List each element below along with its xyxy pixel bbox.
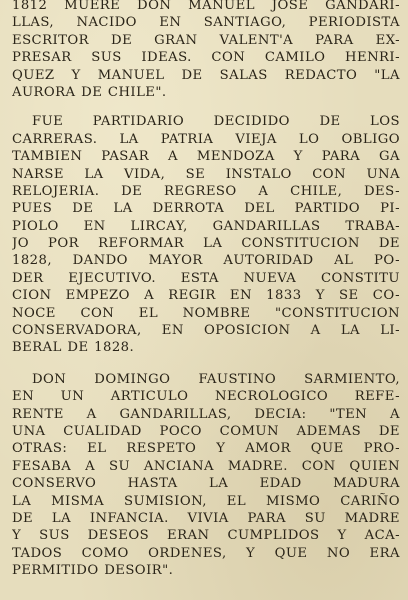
text-line: UNA CUALIDAD POCO COMUN ADEMAS DE	[12, 423, 400, 439]
text-line: DER EJECUTIVO. ESTA NUEVA CONSTITU	[12, 270, 400, 286]
text-line: CONSERVADORA, EN OPOSICION A LA LI-	[12, 323, 400, 339]
paragraph-gap	[12, 101, 400, 113]
text-line: TAMBIEN PASAR A MENDOZA Y PARA GA	[12, 149, 400, 165]
text-line: QUEZ Y MANUEL DE SALAS REDACTO "LA	[12, 67, 400, 83]
text-line: FESABA A SU ANCIANA MADRE. CON QUIEN	[12, 458, 400, 474]
text-line: CARRERAS. LA PATRIA VIEJA LO OBLIGO	[12, 131, 400, 147]
article-text	[12, 0, 400, 580]
text-line: EN UN ARTICULO NECROLOGICO REFE-	[12, 389, 400, 405]
paragraph-gap	[12, 357, 400, 371]
text-line: LLAS, NACIDO EN SANTIAGO, PERIODISTA	[12, 15, 400, 31]
text-line: CONSERVO HASTA LA EDAD MADURA	[12, 476, 400, 492]
text-line: CION EMPEZO A REGIR EN 1833 Y SE CO-	[12, 288, 400, 304]
text-line: PERMITIDO DESOIR".	[12, 563, 174, 579]
text-line: LA MISMA SUMISION, EL MISMO CARIÑO	[12, 493, 400, 509]
text-line: Y SUS DESEOS ERAN CUMPLIDOS Y ACA-	[12, 528, 400, 544]
text-line: 1812 MUERE DON MANUEL JOSE GANDARI-	[12, 0, 400, 13]
text-line: ESCRITOR DE GRAN VALENT'A PARA EX-	[12, 32, 400, 48]
text-line: JO POR REFORMAR LA CONSTITUCION DE	[12, 236, 400, 252]
text-line: FUE PARTIDARIO DECIDIDO DE LOS	[32, 114, 400, 130]
text-line: PUES DE LA DERROTA DEL PARTIDO PI-	[12, 201, 400, 217]
text-line: PRESAR SUS IDEAS. CON CAMILO HENRI-	[12, 50, 400, 66]
text-line: RELOJERIA. DE REGRESO A CHILE, DES-	[12, 183, 400, 199]
paragraph-1	[12, 0, 400, 101]
text-line: NOCE CON EL NOMBRE "CONSTITUCION	[12, 305, 400, 321]
text-line: TADOS COMO ORDENES, Y QUE NO ERA	[12, 545, 400, 561]
text-line: OTRAS: EL RESPETO Y AMOR QUE PRO-	[12, 441, 400, 457]
text-line: DON DOMINGO FAUSTINO SARMIENTO,	[32, 371, 400, 387]
text-line: BERAL DE 1828.	[12, 340, 135, 356]
text-line: 1828, DANDO MAYOR AUTORIDAD AL PO-	[12, 253, 400, 269]
text-line: AURORA DE CHILE".	[12, 84, 167, 100]
text-line: RENTE A GANDARILLAS, DECIA: "TEN A	[12, 406, 400, 422]
paragraph-3	[12, 371, 400, 580]
text-line: PIOLO EN LIRCAY, GANDARILLAS TRABA-	[12, 218, 400, 234]
paragraph-2	[12, 113, 400, 356]
text-line: DE LA INFANCIA. VIVIA PARA SU MADRE	[12, 510, 400, 526]
text-line: NARSE LA VIDA, SE INSTALO CON UNA	[12, 166, 400, 182]
